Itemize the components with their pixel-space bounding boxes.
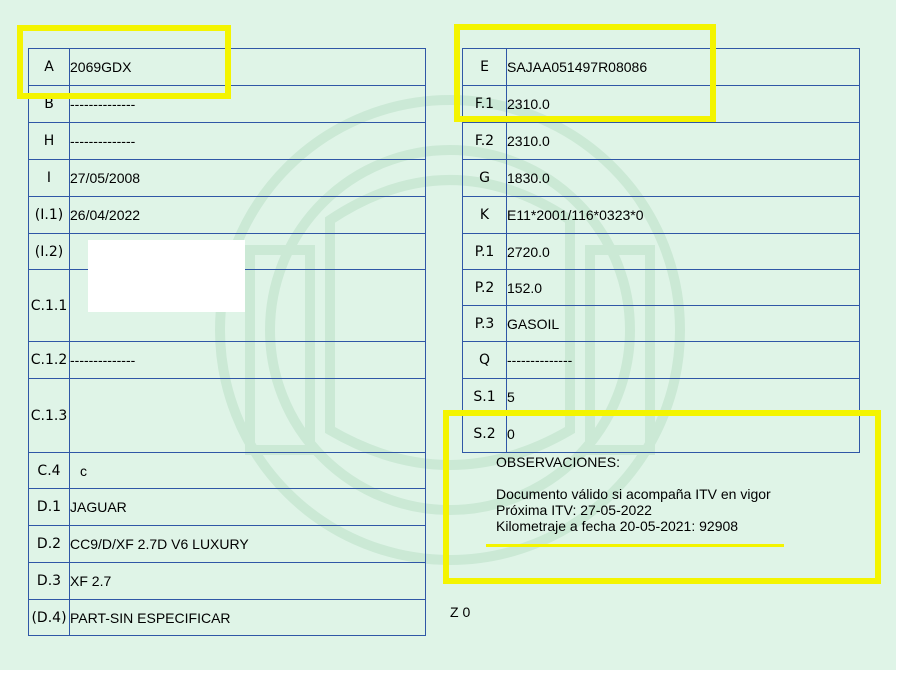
field-value: 152.0 xyxy=(507,270,860,306)
field-row-g xyxy=(463,160,860,197)
left-fields-table xyxy=(28,48,426,636)
field-code: S.2 xyxy=(463,416,507,453)
field-row-p3 xyxy=(463,306,860,342)
observaciones-line: Documento válido si acompaña ITV en vigor xyxy=(496,486,771,502)
field-code: P.1 xyxy=(463,234,507,270)
field-row-f2 xyxy=(463,123,860,160)
field-code: S.1 xyxy=(463,379,507,416)
fuel-value: GASOIL xyxy=(507,306,860,342)
field-code: C.1.1 xyxy=(29,270,70,342)
observaciones-line: Próxima ITV: 27-05-2022 xyxy=(496,502,652,518)
field-code: G xyxy=(463,160,507,197)
type-approval-value: E11*2001/116*0323*0 xyxy=(507,197,860,234)
field-value: 1830.0 xyxy=(507,160,860,197)
field-code: C.1.2 xyxy=(29,342,70,379)
field-code: H xyxy=(29,123,70,160)
field-row-d2 xyxy=(29,526,426,563)
field-code: (D.4) xyxy=(29,600,70,636)
field-row-c13 xyxy=(29,379,426,453)
observaciones-heading: OBSERVACIONES: xyxy=(496,454,620,470)
field-row-q xyxy=(463,342,860,379)
type-variant-value: CC9/D/XF 2.7D V6 LUXURY xyxy=(70,526,426,563)
seats-value: 5 xyxy=(507,379,860,416)
field-code: K xyxy=(463,197,507,234)
field-row-d4 xyxy=(29,600,426,636)
field-row-p2 xyxy=(463,270,860,306)
field-code: I xyxy=(29,160,70,197)
highlight-underline xyxy=(486,544,784,547)
field-value: -------------- xyxy=(70,342,426,379)
field-value xyxy=(70,379,426,453)
field-code: D.3 xyxy=(29,563,70,600)
field-code: D.2 xyxy=(29,526,70,563)
field-code: F.1 xyxy=(463,86,507,123)
field-row-d3 xyxy=(29,563,426,600)
field-code: D.1 xyxy=(29,489,70,526)
field-value: PART-SIN ESPECIFICAR xyxy=(70,600,426,636)
field-code: F.2 xyxy=(463,123,507,160)
field-value: 0 xyxy=(507,416,860,453)
vin-value: SAJAA051497R08086 xyxy=(507,49,860,86)
field-value: 2720.0 xyxy=(507,234,860,270)
observaciones-line: Kilometraje a fecha 20-05-2021: 92908 xyxy=(496,518,739,534)
field-row-i1 xyxy=(29,197,426,234)
field-row-c4 xyxy=(29,453,426,489)
z-label: Z 0 xyxy=(450,604,471,620)
highlight-plate xyxy=(17,25,231,99)
field-code: A xyxy=(29,49,70,86)
field-code: Q xyxy=(463,342,507,379)
field-code: P.3 xyxy=(463,306,507,342)
field-code: (I.1) xyxy=(29,197,70,234)
field-value: -------------- xyxy=(507,342,860,379)
field-code: (I.2) xyxy=(29,234,70,270)
field-value: 2310.0 xyxy=(507,123,860,160)
field-row-i xyxy=(29,160,426,197)
field-value: 26/04/2022 xyxy=(70,197,426,234)
highlight-observaciones xyxy=(443,410,881,584)
field-row-p1 xyxy=(463,234,860,270)
field-row-k xyxy=(463,197,860,234)
field-row-c12 xyxy=(29,342,426,379)
field-value: 2310.0 xyxy=(507,86,860,123)
field-value: -------------- xyxy=(70,86,426,123)
field-code: C.4 xyxy=(29,453,70,489)
highlight-vin xyxy=(454,24,716,122)
field-row-h xyxy=(29,123,426,160)
field-value: -------------- xyxy=(70,123,426,160)
field-code: E xyxy=(463,49,507,86)
redacted-area xyxy=(88,240,245,312)
field-code: C.1.3 xyxy=(29,379,70,453)
field-row-d1 xyxy=(29,489,426,526)
field-value: c xyxy=(70,453,426,489)
field-code: B xyxy=(29,86,70,123)
field-code: P.2 xyxy=(463,270,507,306)
registration-plate-value: 2069GDX xyxy=(70,49,426,86)
model-value: XF 2.7 xyxy=(70,563,426,600)
first-registration-date: 27/05/2008 xyxy=(70,160,426,197)
make-value: JAGUAR xyxy=(70,489,426,526)
